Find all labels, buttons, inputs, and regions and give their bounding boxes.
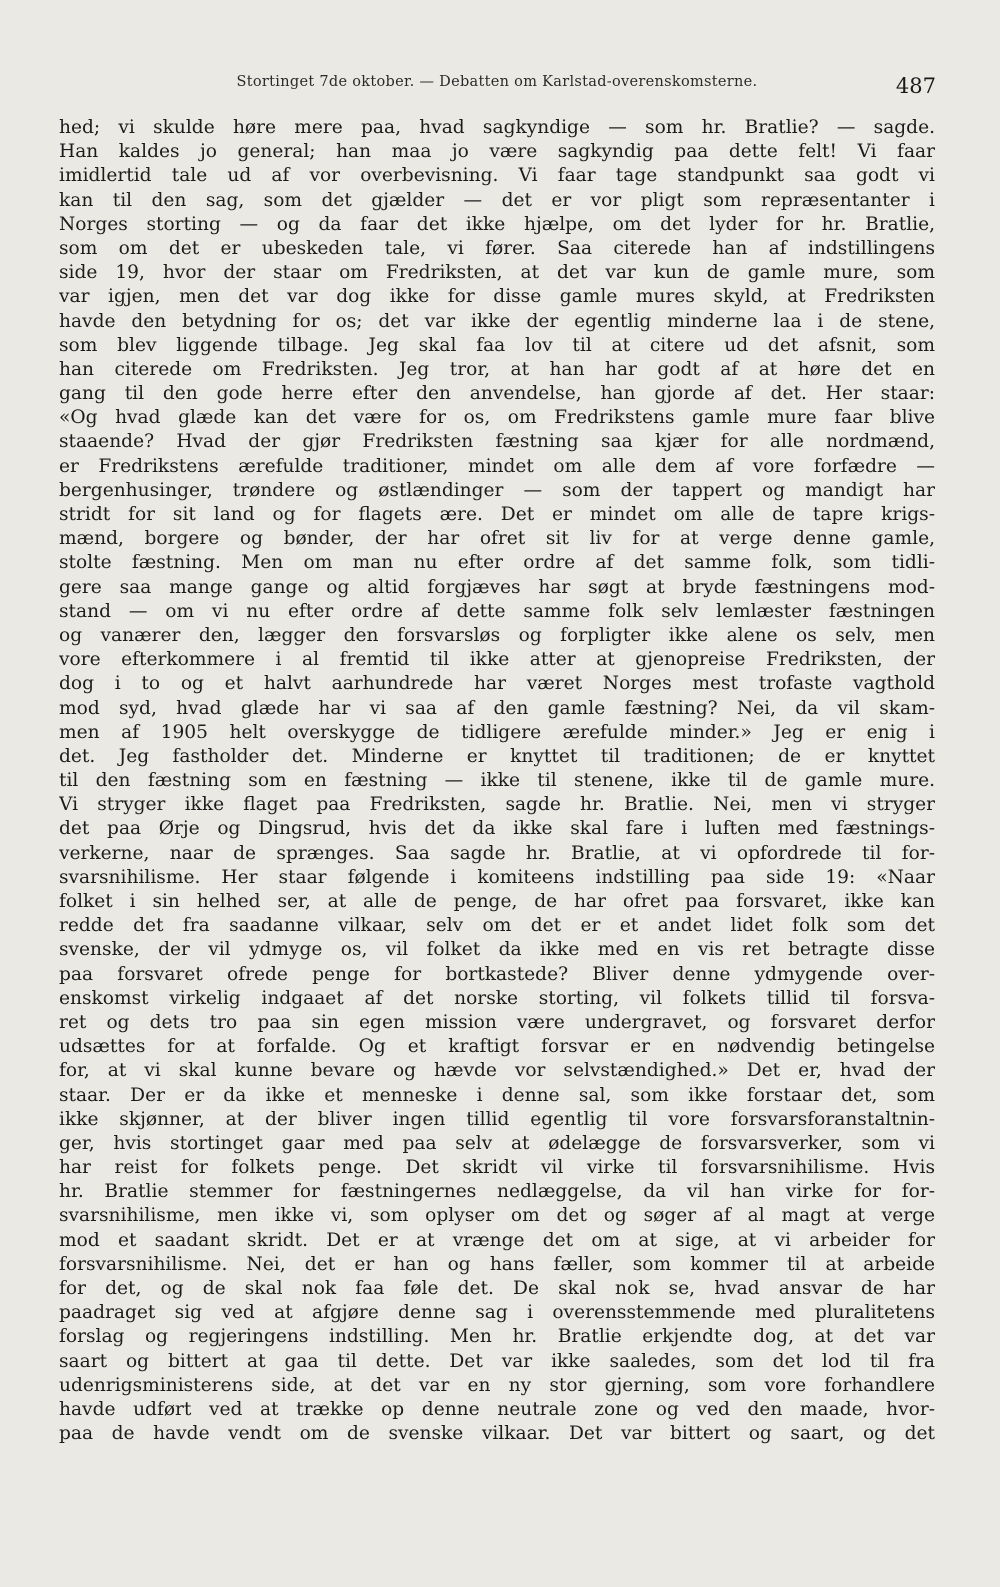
text-line: men af 1905 helt overskygge de tidligere ærefulde minder.» Jeg er enig i [59,721,935,743]
text-line: Vi stryger ikke flaget paa Fredriksten, sagde hr. Bratlie. Nei, men vi stryger [59,794,935,816]
text-line: gang til den gode herre efter den anvendelse, han gjorde af det. Her staar: [59,383,935,405]
text-line: det paa Ørje og Dingsrud, hvis det da ikke skal fare i luften med fæstnings- [59,818,935,840]
text-line: han citerede om Fredriksten. Jeg tror, at han har godt af at høre det en [59,358,935,380]
text-line: gere saa mange gange og altid forgjæves har søgt at bryde fæstningens mod- [59,576,935,598]
text-line: udsættes for at forfalde. Og et kraftigt forsvar er en nødvendig betingelse [59,1036,935,1058]
text-line: ikke skjønner, at der bliver ingen tillid egentlig til vore forsvarsforanstaltnin- [59,1108,935,1130]
text-line: mod syd, hvad glæde har vi saa af den gamle fæstning? Nei, da vil skam- [59,697,935,719]
text-line: hed; vi skulde høre mere paa, hvad sagkyndige — som hr. Bratlie? — sagde. [59,117,935,138]
text-line: forslag og regjeringens indstilling. Men hr. Bratlie erkjendte dog, at det var [59,1326,935,1348]
text-line: «Og hvad glæde kan det være for os, om Fredrikstens gamle mure faar blive [59,407,935,429]
text-line: staaende? Hvad der gjør Fredriksten fæstning saa kjær for alle nordmænd, [59,431,935,453]
text-line: for, at vi skal kunne bevare og hævde vor selvstændighed.» Det er, hvad der [59,1060,935,1082]
running-header: Stortinget 7de oktober. — Debatten om Karlstad-overenskomsterne. [236,74,758,90]
text-line: havde den betydning for os; det var ikke der egentlig minderne laa i de stene, [59,310,935,332]
text-line: det. Jeg fastholder det. Minderne er knyttet til traditionen; de er knyttet [59,745,935,767]
page-number: 487 [895,74,936,98]
text-line: svenske, der vil ydmyge os, vil folket da ikke med en vis ret betragte disse [59,939,935,961]
text-line: Norges storting — og da faar det ikke hjælpe, om det lyder for hr. Bratlie, [59,213,935,235]
text-line: var igjen, men det var dog ikke for disse gamle mures skyld, at Fredriksten [59,286,935,308]
text-line: staar. Der er da ikke et menneske i denne sal, som ikke forstaar det, som [59,1084,935,1106]
text-line: mænd, borgere og bønder, der har ofret sit liv for at verge denne gamle, [59,528,935,550]
text-line: har reist for folkets penge. Det skridt vil virke til forsvarsnihilisme. Hvis [59,1157,935,1179]
text-line: svarsnihilisme. Her staar følgende i komiteens indstilling paa side 19: «Naar [59,866,935,888]
text-line: folket i sin helhed ser, at alle de penge, de har ofret paa forsvaret, ikke kan [59,891,935,912]
text-line: stand — om vi nu efter ordre af dette samme folk selv lemlæster fæstningen [59,600,935,622]
body-text [59,116,935,1446]
text-line: Han kaldes jo general; han maa jo være sagkyndig paa dette felt! Vi faar [59,141,935,163]
text-line: for det, og de skal nok faa føle det. De skal nok se, hvad ansvar de har [59,1278,935,1299]
text-line: stolte fæstning. Men om man nu efter ordre af det samme folk, som tidli- [59,552,935,574]
text-line: paadraget sig ved at afgjøre denne sag i overensstemmende med pluralitetens [59,1302,935,1324]
text-line: enskomst virkelig indgaaet af det norske storting, vil folkets tillid til forsva- [59,987,935,1009]
text-line: ret og dets tro paa sin egen mission være undergravet, og forsvaret derfor [59,1011,935,1033]
text-line: som blev liggende tilbage. Jeg skal faa lov til at citere ud det afsnit, som [59,334,935,356]
text-line: ger, hvis stortinget gaar med paa selv at ødelægge de forsvarsverker, som vi [59,1132,935,1154]
text-line: til den fæstning som en fæstning — ikke til stenene, ikke til de gamle mure. [59,770,935,792]
text-line: som om det er ubeskeden tale, vi fører. Saa citerede han af indstillingens [59,237,935,259]
text-line: side 19, hvor der staar om Fredriksten, at det var kun de gamle mure, som [59,262,935,284]
text-line: verkerne, naar de sprænges. Saa sagde hr. Bratlie, at vi opfordrede til for- [59,842,935,864]
text-line: kan til den sag, som det gjælder — det er vor pligt som repræsentanter i [59,189,935,211]
text-line: og vanærer den, lægger den forsvarsløs og forpligter ikke alene os selv, men [59,624,935,646]
text-line: redde det fra saadanne vilkaar, selv om det er et andet lidet folk som det [59,915,935,937]
text-line: er Fredrikstens ærefulde traditioner, mindet om alle dem af vore forfædre — [59,455,935,477]
text-line: paa forsvaret ofrede penge for bortkastede? Bliver denne ydmygende over- [59,963,935,985]
text-line: stridt for sit land og for flagets ære. Det er mindet om alle de tapre krigs- [59,504,935,525]
text-line: mod et saadant skridt. Det er at vrænge det om at sige, at vi arbeider for [59,1229,935,1251]
text-line: paa de havde vendt om de svenske vilkaar. Det var bittert og saart, og det [59,1423,935,1445]
text-line: bergenhusinger, trøndere og østlændinger — som der tappert og mandigt har [59,479,935,501]
text-line: udenrigsministerens side, at det var en ny stor gjerning, som vore forhandlere [59,1374,935,1396]
text-line: dog i to og et halvt aarhundrede har været Norges mest trofaste vagthold [59,673,935,695]
text-line: imidlertid tale ud af vor overbevisning. Vi faar tage standpunkt saa godt vi [59,165,935,187]
text-line: saart og bittert at gaa til dette. Det var ikke saaledes, som det lod til fra [59,1350,935,1372]
text-line: vore efterkommere i al fremtid til ikke atter at gjenopreise Fredriksten, der [59,649,935,671]
text-line: havde udført ved at trække op denne neutrale zone og ved den maade, hvor- [59,1398,935,1420]
text-line: svarsnihilisme, men ikke vi, som oplyser om det og søger af al magt at verge [59,1205,935,1227]
text-line: hr. Bratlie stemmer for fæstningernes nedlæggelse, da vil han virke for for- [59,1181,935,1203]
text-line: forsvarsnihilisme. Nei, det er han og hans fæller, som kommer til at arbeide [59,1253,935,1275]
